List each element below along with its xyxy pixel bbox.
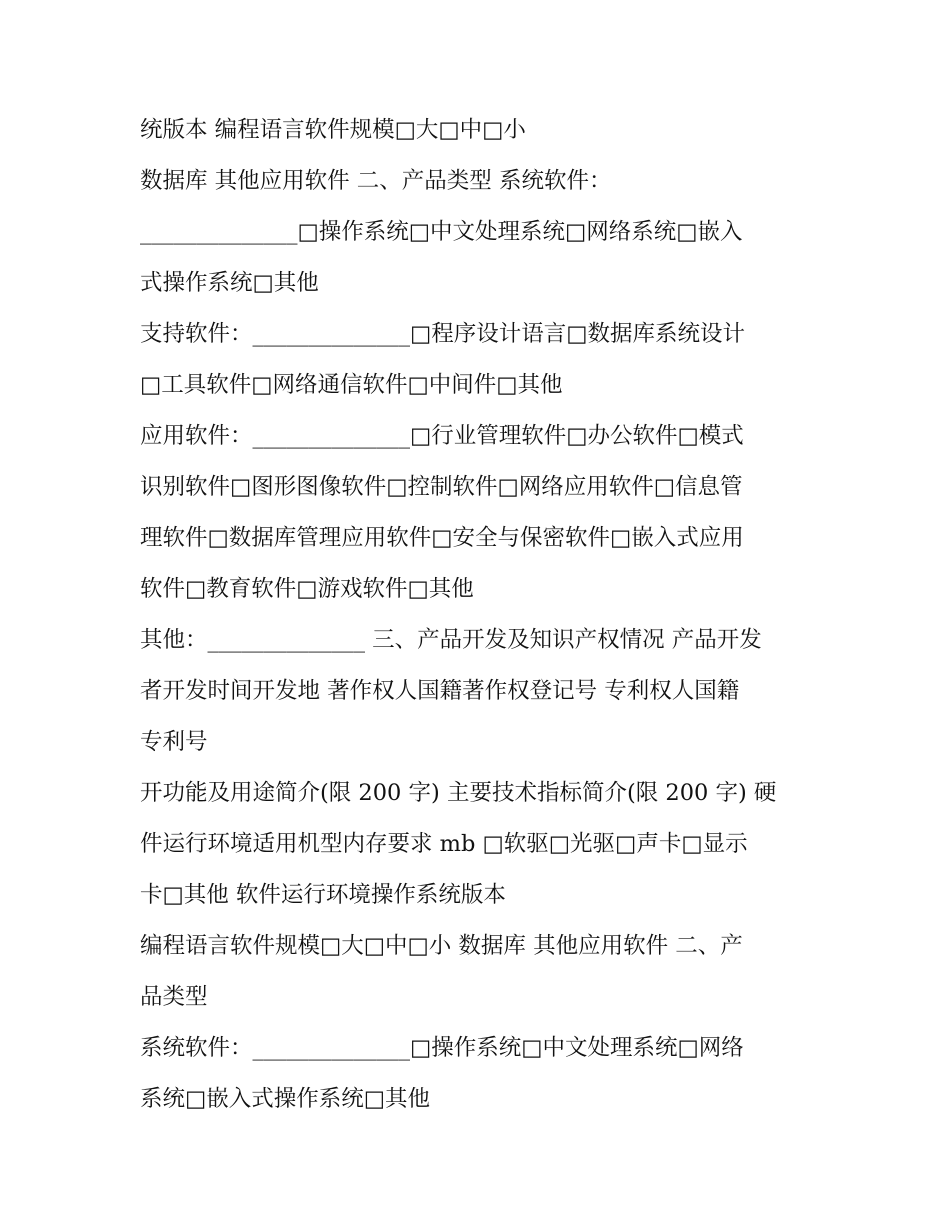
text-line-2: 数据库 其他应用软件 二、产品类型 系统软件： — [140, 168, 612, 194]
text-line-18: 品类型 — [140, 984, 208, 1010]
text-line-16: 卡□其他 软件运行环境操作系统版本 — [140, 882, 506, 908]
text-line-4: 式操作系统□其他 — [140, 270, 319, 296]
text-line-6: □工具软件□网络通信软件□中间件□其他 — [140, 372, 563, 398]
text-line-19: 系统软件：______________□操作系统□中文处理系统□网络 — [140, 1035, 744, 1061]
text-line-9: 理软件□数据库管理应用软件□安全与保密软件□嵌入式应用 — [140, 525, 744, 551]
text-line-12: 者开发时间开发地 著作权人国籍著作权登记号 专利权人国籍 — [140, 678, 740, 704]
text-line-20: 系统□嵌入式操作系统□其他 — [140, 1086, 431, 1112]
document-body — [140, 105, 820, 1125]
text-line-17: 编程语言软件规模□大□中□小 数据库 其他应用软件 二、产 — [140, 933, 743, 959]
text-line-3: ______________□操作系统□中文处理系统□网络系统□嵌入 — [140, 219, 743, 245]
text-line-1: 统版本 编程语言软件规模□大□中□小 — [140, 117, 526, 143]
text-line-5: 支持软件：______________□程序设计语言□数据库系统设计 — [140, 321, 746, 347]
text-line-15: 件运行环境适用机型内存要求 mb □软驱□光驱□声卡□显示 — [140, 831, 748, 857]
text-line-8: 识别软件□图形图像软件□控制软件□网络应用软件□信息管 — [140, 474, 743, 500]
text-line-14: 开功能及用途简介(限 200 字) 主要技术指标简介(限 200 字) 硬 — [140, 780, 777, 806]
text-line-10: 软件□教育软件□游戏软件□其他 — [140, 576, 474, 602]
text-line-13: 专利号 — [140, 729, 208, 755]
text-line-11: 其他：______________ 三、产品开发及知识产权情况 产品开发 — [140, 627, 762, 653]
text-line-7: 应用软件：______________□行业管理软件□办公软件□模式 — [140, 423, 744, 449]
